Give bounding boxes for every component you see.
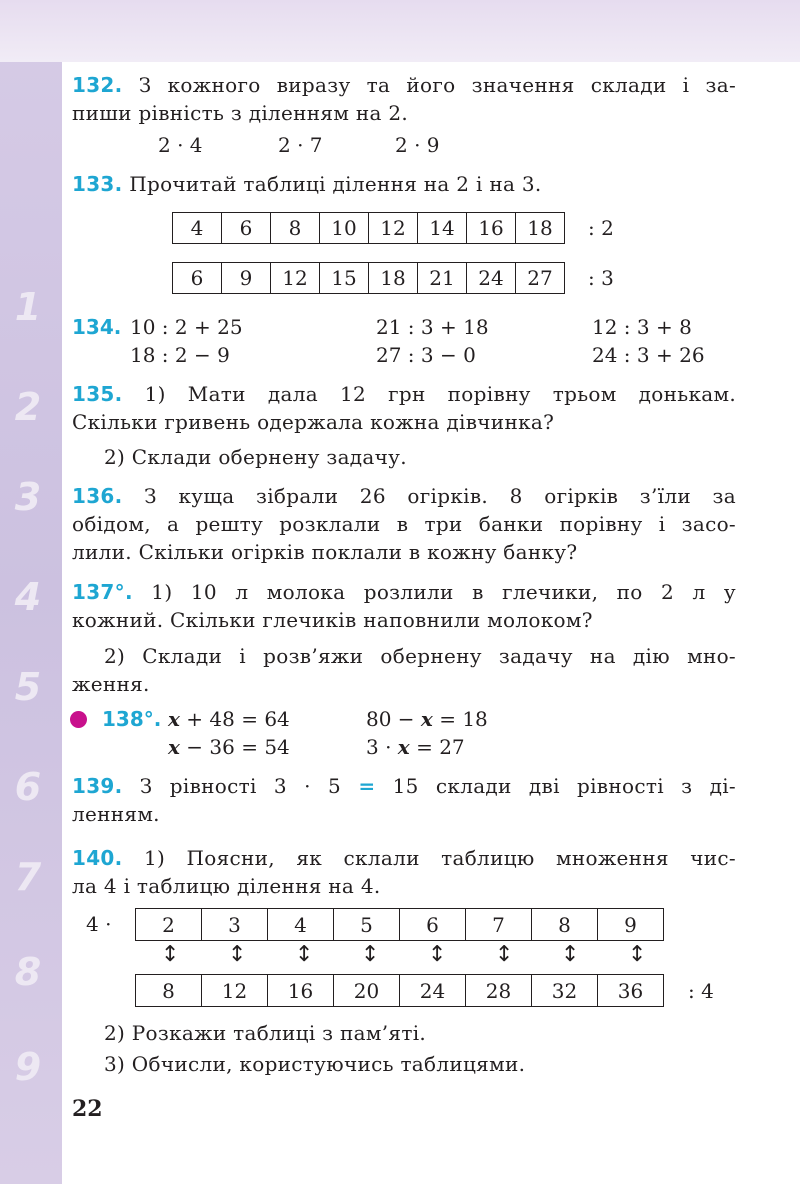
exercise-number: 133. [72, 172, 123, 196]
equation-rest: + 48 = 64 [179, 707, 290, 731]
exercise-text: Прочитай таблиці ділення на 2 і на 3. [129, 172, 542, 196]
bullet-dot [70, 711, 87, 728]
margin-digit: 8 [14, 950, 42, 994]
divisor-label: : 3 [588, 266, 614, 290]
table-cell: 20 [334, 975, 400, 1007]
table-cell: 4 [173, 213, 222, 244]
margin-digit: 6 [14, 765, 42, 809]
exercise-text: 1) 10 л молока розлили в глечики, по 2 л у [151, 580, 736, 604]
table-cell: 6 [400, 909, 466, 941]
updown-arrow-icon: ↕ [295, 942, 314, 967]
expression: 2 · 4 [158, 133, 203, 157]
exercise-140-line-2: ла 4 і таблицю ділення на 4. [72, 874, 381, 898]
exercise-136-line-2: обідом, а решту розклали в три банки порівну і засо- [72, 512, 736, 536]
margin-digit: 9 [14, 1045, 42, 1089]
exercise-text: 1) Поясни, як склали таблицю множення чис- [143, 846, 736, 870]
table-cell: 32 [532, 975, 598, 1007]
division-table-2 [172, 212, 565, 244]
table-cell: 28 [466, 975, 532, 1007]
exercise-number: 135. [72, 382, 123, 406]
margin-digit: 1 [14, 285, 42, 329]
margin-digit: 7 [14, 855, 42, 899]
exercise-number: 136. [72, 484, 123, 508]
table-cell: 7 [466, 909, 532, 941]
table-cell: 16 [467, 213, 516, 244]
variable-x: x [168, 735, 180, 759]
table-cell: 4 [268, 909, 334, 941]
table-cell: 6 [173, 263, 222, 294]
table-cell: 9 [598, 909, 664, 941]
updown-arrow-icon: ↕ [228, 942, 247, 967]
equation [168, 705, 290, 733]
updown-arrow-icon: ↕ [361, 942, 380, 967]
exercise-137-line-2: кожний. Скільки глечиків наповнили молоком? [72, 608, 593, 632]
exercise-135-line-2: Скільки гривень одержала кожна дівчинка? [72, 410, 555, 434]
equation-rest: − 36 = 54 [179, 735, 290, 759]
exercise-139-line-2: ленням. [72, 802, 160, 826]
exercise-133-line-1 [72, 170, 736, 198]
exercise-139-line-1 [72, 772, 736, 800]
exercise-number: 140. [72, 846, 123, 870]
table-cell: 16 [268, 975, 334, 1007]
equation-rest: = 18 [432, 707, 488, 731]
table-cell: 8 [532, 909, 598, 941]
exercise-number: 139. [72, 774, 123, 798]
page-number: 22 [72, 1096, 103, 1122]
margin-digit: 4 [14, 575, 42, 619]
table-cell: 8 [136, 975, 202, 1007]
exercise-140-line-4: 3) Обчисли, користуючись таблицями. [104, 1052, 526, 1076]
table-cell: 18 [369, 263, 418, 294]
equation-pre: 3 · [366, 735, 398, 759]
expression: 2 · 7 [278, 133, 323, 157]
multiplication-table-4 [135, 908, 664, 941]
variable-x: x [397, 735, 410, 759]
exercise-135-line-1 [72, 380, 736, 408]
table-cell: 27 [516, 263, 565, 294]
exercise-135-line-3: 2) Склади обернену задачу. [104, 445, 407, 469]
division-table-3 [172, 262, 565, 294]
table-cell: 6 [222, 213, 271, 244]
margin-digit: 3 [14, 475, 42, 519]
exercise-140-line-3: 2) Розкажи таблиці з пам’яті. [104, 1021, 427, 1045]
expression: 12 : 3 + 8 [592, 315, 692, 339]
equation [168, 733, 290, 761]
table-cell: 10 [320, 213, 369, 244]
table-cell: 15 [320, 263, 369, 294]
exercise-137-line-4: ження. [72, 672, 150, 696]
divisor-label: : 2 [588, 216, 614, 240]
table-cell: 9 [222, 263, 271, 294]
exercise-text: З кожного виразу та його значення склади і за- [138, 73, 736, 97]
division-table-4 [135, 974, 664, 1007]
table-cell: 12 [202, 975, 268, 1007]
exercise-number: 138°. [102, 707, 162, 731]
exercise-132-line-2: пиши рівність з діленням на 2. [72, 101, 409, 125]
exercise-137-line-1 [72, 578, 736, 606]
exercise-136-line-1 [72, 482, 736, 510]
exercise-137-line-3: 2) Склади і розв’яжи обернену задачу на дію мно- [104, 644, 736, 668]
equation-pre: 80 − [366, 707, 421, 731]
expression: 18 : 2 − 9 [130, 343, 230, 367]
equation-rest: = 27 [409, 735, 465, 759]
variable-x: x [420, 707, 433, 731]
exercise-number: 132. [72, 73, 123, 97]
updown-arrow-icon: ↕ [495, 942, 514, 967]
table-cell: 3 [202, 909, 268, 941]
exercise-140-line-1 [72, 844, 736, 872]
equals-sign: = [358, 774, 376, 798]
table-cell: 2 [136, 909, 202, 941]
exercise-text: З куща зібрали 26 огірків. 8 огірків з’їли за [144, 484, 736, 508]
margin-digit: 2 [14, 385, 42, 429]
expression: 27 : 3 − 0 [376, 343, 476, 367]
table-cell: 14 [418, 213, 467, 244]
exercise-136-line-3: лили. Скільки огірків поклали в кожну банку? [72, 540, 578, 564]
table-cell: 24 [400, 975, 466, 1007]
expression: 10 : 2 + 25 [130, 315, 243, 339]
equation [366, 733, 465, 761]
exercise-text: З рівності 3 · 5 [139, 774, 342, 798]
table-cell: 8 [271, 213, 320, 244]
exercise-text: 15 склади дві рівності з ді- [392, 774, 736, 798]
table-cell: 36 [598, 975, 664, 1007]
table-cell: 21 [418, 263, 467, 294]
table-cell: 12 [271, 263, 320, 294]
margin-digit: 5 [14, 665, 42, 709]
equation [366, 705, 488, 733]
exercise-number: 137°. [72, 580, 133, 604]
table-cell: 5 [334, 909, 400, 941]
table-cell: 12 [369, 213, 418, 244]
updown-arrow-icon: ↕ [561, 942, 580, 967]
expression: 2 · 9 [395, 133, 440, 157]
divisor-label: : 4 [688, 979, 714, 1003]
updown-arrow-icon: ↕ [161, 942, 180, 967]
updown-arrow-icon: ↕ [428, 942, 447, 967]
expression: 24 : 3 + 26 [592, 343, 705, 367]
multiplier-label: 4 · [86, 912, 112, 936]
updown-arrow-icon: ↕ [628, 942, 647, 967]
table-cell: 18 [516, 213, 565, 244]
table-cell: 24 [467, 263, 516, 294]
variable-x: x [168, 707, 180, 731]
exercise-text: 1) Мати дала 12 грн порівну трьом донькам. [144, 382, 736, 406]
exercise-132-line-1 [72, 71, 736, 99]
exercise-number: 134. [72, 315, 122, 339]
expression: 21 : 3 + 18 [376, 315, 489, 339]
